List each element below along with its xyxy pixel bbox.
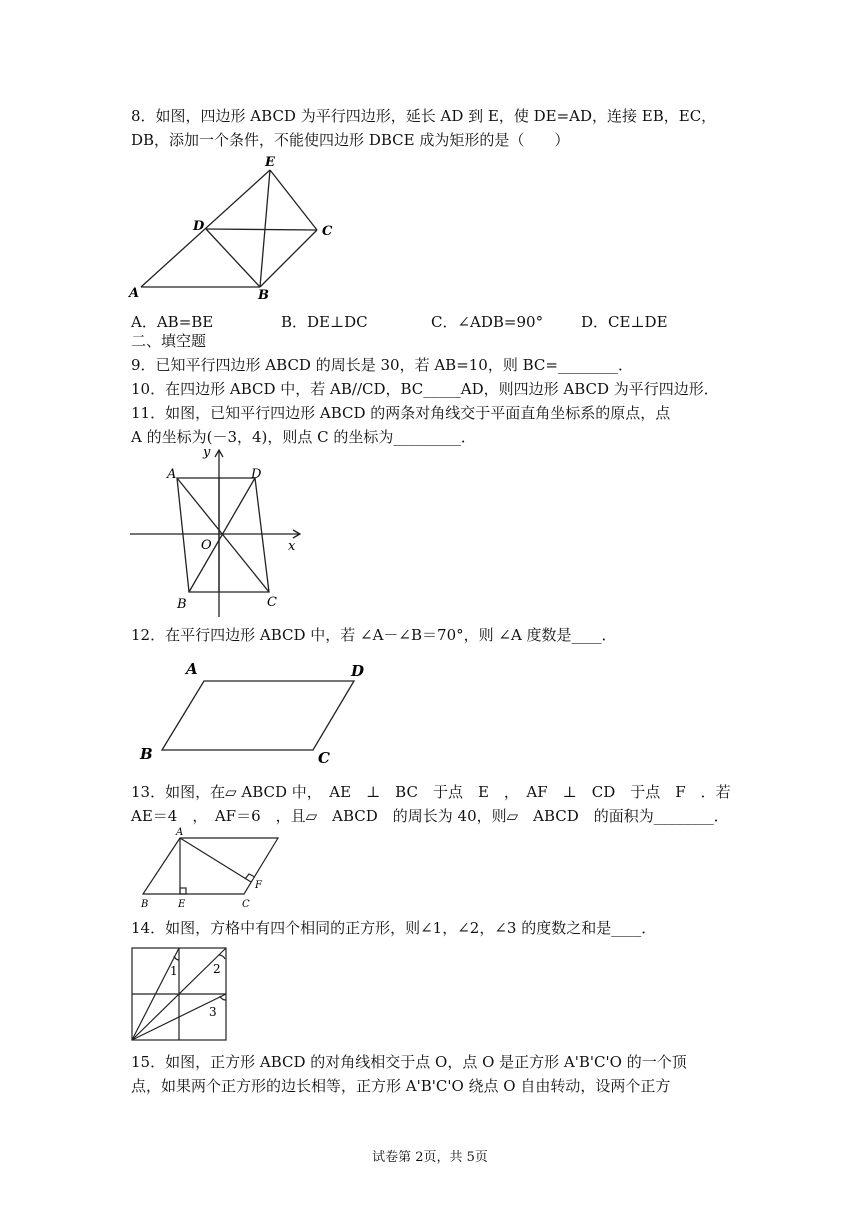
q12-label-a: A	[186, 660, 198, 678]
q8-option-b: B．DE⊥DC	[281, 313, 368, 331]
q11-label-o: O	[201, 538, 212, 553]
q8-label-a: A	[129, 286, 140, 301]
q13-label-c: C	[242, 899, 250, 910]
q12-figure	[132, 655, 382, 770]
q11-label-c: C	[267, 595, 277, 610]
q14-angle-1: 1	[170, 964, 178, 978]
q13-label-a: A	[176, 827, 184, 838]
q13-line1: 13．如图，在▱ ABCD 中， AE ⊥ BC 于点 E ， AF ⊥ CD 于点 F ．若	[131, 783, 731, 801]
q8-option-a: A．AB=BE	[131, 313, 214, 331]
q11-line2: A 的坐标为(－3，4)，则点 C 的坐标为_________．	[131, 428, 476, 446]
q11-label-x: x	[288, 539, 296, 554]
page-footer: 试卷第 2页，共 5页	[372, 1150, 488, 1165]
q8-line2: DB，添加一个条件，不能使四边形 DBCE 成为矩形的是（ ）	[131, 131, 570, 149]
q14-angle-3: 3	[209, 1005, 217, 1019]
q11-figure	[125, 442, 315, 617]
q8-option-c: C．∠ADB=90°	[431, 313, 544, 331]
q8-figure	[125, 152, 345, 307]
q14-angle-2: 2	[213, 962, 221, 976]
q11-label-b: B	[177, 597, 187, 612]
q8-label-c: C	[322, 224, 333, 239]
q12-label-d: D	[351, 662, 365, 680]
q8-label-b: B	[258, 288, 269, 303]
section-title: 二、填空题	[131, 332, 207, 350]
q13-line2: AE＝4 ， AF＝6 ，且▱ ABCD 的周长为 40，则▱ ABCD 的面积为________．	[131, 807, 729, 825]
q10: 10．在四边形 ABCD 中，若 AB//CD，BC_____AD，则四边形 ABCD 为平行四边形．	[131, 380, 719, 398]
q12: 12．在平行四边形 ABCD 中，若 ∠A－∠B＝70°，则 ∠A 度数是____．	[131, 626, 617, 644]
q14: 14．如图，方格中有四个相同的正方形，则∠1，∠2，∠3 的度数之和是____．	[131, 919, 657, 937]
q11-label-a: A	[167, 467, 177, 482]
q15-line1: 15．如图，正方形 ABCD 的对角线相交于点 O，点 O 是正方形 A'B'C'O 的一个顶	[131, 1053, 687, 1071]
q8-label-d: D	[193, 219, 205, 234]
q13-label-b: B	[141, 899, 149, 910]
q9: 9．已知平行四边形 ABCD 的周长是 30，若 AB=10，则 BC=________．	[131, 356, 633, 374]
q15-line2: 点，如果两个正方形的边长相等，正方形 A'B'C'O 绕点 O 自由转动，设两个正方	[131, 1077, 671, 1095]
q8-option-d: D．CE⊥DE	[581, 313, 668, 331]
q13-label-e: E	[178, 899, 186, 910]
q13-label-f: F	[255, 880, 262, 891]
q11-label-d: D	[251, 467, 262, 482]
q13-figure	[138, 826, 288, 911]
q12-label-b: B	[140, 745, 153, 763]
q8-label-e: E	[265, 155, 275, 170]
q11-line1: 11．如图，已知平行四边形 ABCD 的两条对角线交于平面直角坐标系的原点，点	[131, 404, 671, 422]
q14-figure	[130, 946, 230, 1044]
q12-label-c: C	[318, 749, 330, 767]
q11-label-y: y	[203, 445, 211, 460]
q8-line1: 8．如图，四边形 ABCD 为平行四边形，延长 AD 到 E，使 DE=AD，连接 EB，EC，	[131, 107, 717, 125]
